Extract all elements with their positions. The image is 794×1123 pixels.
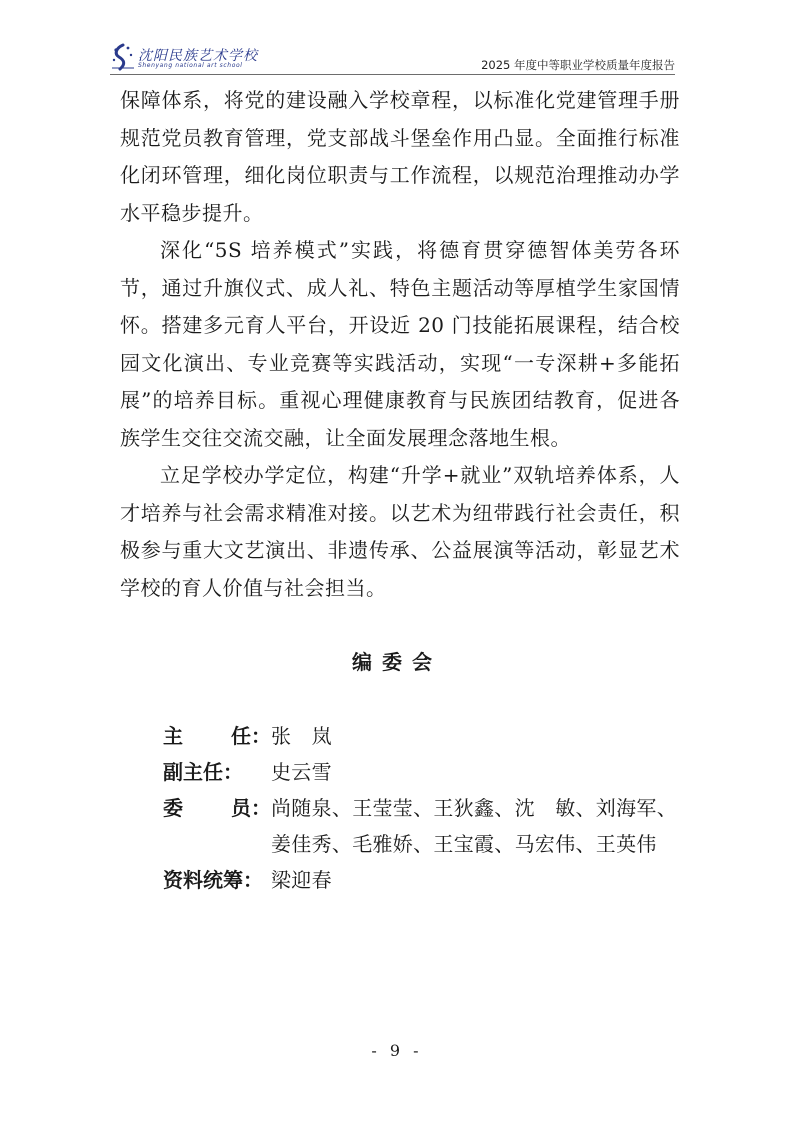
role-members [163,790,271,862]
role-members-part-1: 委 [163,796,183,820]
role-compiler: 资料统筹： [163,868,263,892]
member-names-line-2: 姜佳秀、毛雅娇、王宝霞、马宏伟、王英伟 [271,832,657,856]
role-director [163,718,271,754]
paragraph-3: 立足学校办学定位，构建“升学+就业”双轨培养体系，人才培养与社会需求精准对接。以艺术为纽带践行社会责任，积极参与重大文艺演出、非遗传承、公益展演等活动，彰显艺术学校的育人价值与社会担当。 [120,463,680,600]
member-names-line-1: 尚随泉、王莹莹、王狄鑫、沈 敏、刘海军、 [271,796,677,820]
school-emblem-icon [110,42,136,72]
member-names [271,790,681,862]
role-members-part-2: 员： [231,796,271,820]
logo-english-name: Shenyang national art school [138,62,243,69]
compiler-name: 梁迎春 [271,868,332,892]
editorial-board-title: 编委会 [352,650,442,674]
logo-school-name: 沈阳民族艺术学校 [138,48,258,64]
paragraph-2: 深化“5S 培养模式”实践，将德育贯穿德智体美劳各环节，通过升旗仪式、成人礼、特色主题活动等厚植学生家国情怀。搭建多元育人平台，开设近 20 门技能拓展课程，结合校园文化演出、专业竞赛等实践活动，实现“一专深耕+多能拓展”的培养目标。重视心理健康教育与民族团结教育，促进各族学生交往交流交融，让全面发展理念落地生根。 [120,238,680,450]
page-number: - 9 - [371,1041,423,1060]
paragraph-1: 保障体系，将党的建设融入学校章程，以标准化党建管理手册规范党员教育管理，党支部战斗堡垒作用凸显。全面推行标准化闭环管理，细化岗位职责与工作流程，以规范治理推动办学水平稳步提升。 [120,88,680,225]
director-name: 张 岚 [271,724,332,748]
roster-row-deputy-director [163,754,683,790]
deputy-director-name: 史云雪 [271,760,332,784]
page-header [110,40,675,75]
role-director-part-1: 主 [163,724,183,748]
editorial-board-roster [163,718,683,898]
report-title: 2025 年度中等职业学校质量年度报告 [481,58,675,72]
roster-row-director [163,718,683,754]
role-director-part-2: 任： [231,724,271,748]
school-logo [110,42,260,72]
roster-row-members [163,790,683,862]
roster-row-compiler [163,862,683,898]
role-deputy-director: 副主任： [163,760,243,784]
body-text [120,82,680,607]
